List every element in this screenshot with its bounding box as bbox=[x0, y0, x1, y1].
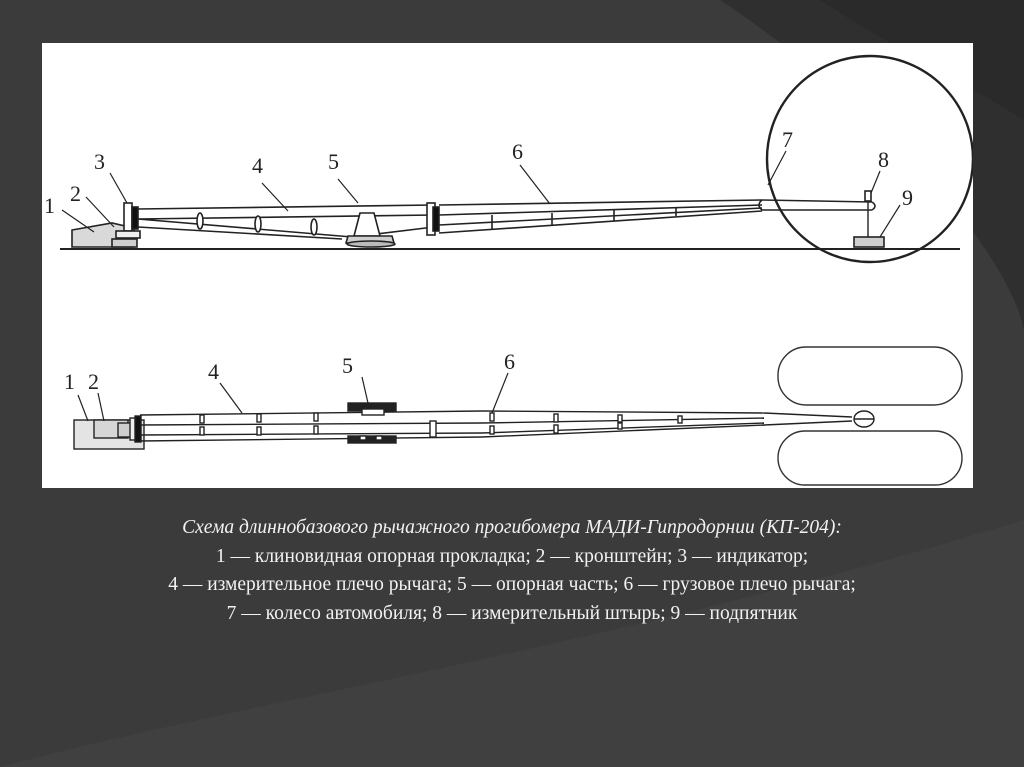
caption-title: Схема длиннобазового рычажного прогибомера МАДИ-Гипродорнии (КП-204): bbox=[182, 517, 842, 538]
label-7: 7 bbox=[782, 127, 793, 152]
caption-line-1: 1 — клиновидная опорная прокладка; 2 — кронштейн; 3 — индикатор; bbox=[215, 545, 809, 567]
vehicle-wheel bbox=[767, 56, 973, 262]
label-6: 6 bbox=[512, 139, 523, 164]
top-label-1: 1 bbox=[64, 369, 75, 394]
diagram-panel bbox=[42, 43, 973, 488]
bracket bbox=[116, 231, 140, 238]
support-part bbox=[346, 213, 395, 247]
load-arm bbox=[439, 200, 875, 233]
measuring-arm bbox=[138, 203, 439, 239]
deflectometer-diagram bbox=[42, 43, 973, 488]
label-3: 3 bbox=[94, 149, 105, 174]
thrust-pad bbox=[854, 237, 884, 247]
top-label-5: 5 bbox=[342, 353, 353, 378]
tire-bottom bbox=[778, 431, 962, 485]
label-5: 5 bbox=[328, 149, 339, 174]
top-label-4: 4 bbox=[208, 359, 219, 384]
label-8: 8 bbox=[878, 147, 889, 172]
caption-line-2: 4 — измерительное плечо рычага; 5 — опорная часть; 6 — грузовое плечо рычага; bbox=[168, 574, 856, 595]
indicator bbox=[124, 203, 132, 231]
label-2: 2 bbox=[70, 181, 81, 206]
top-label-6: 6 bbox=[504, 349, 515, 374]
caption-line-3: 7 — колесо автомобиля; 8 — измерительный штырь; 9 — подпятник bbox=[226, 602, 798, 624]
label-1: 1 bbox=[44, 193, 55, 218]
top-label-2: 2 bbox=[88, 369, 99, 394]
label-9: 9 bbox=[902, 185, 913, 210]
label-4: 4 bbox=[252, 153, 263, 178]
figure-caption bbox=[60, 514, 964, 628]
tire-top bbox=[778, 347, 962, 405]
